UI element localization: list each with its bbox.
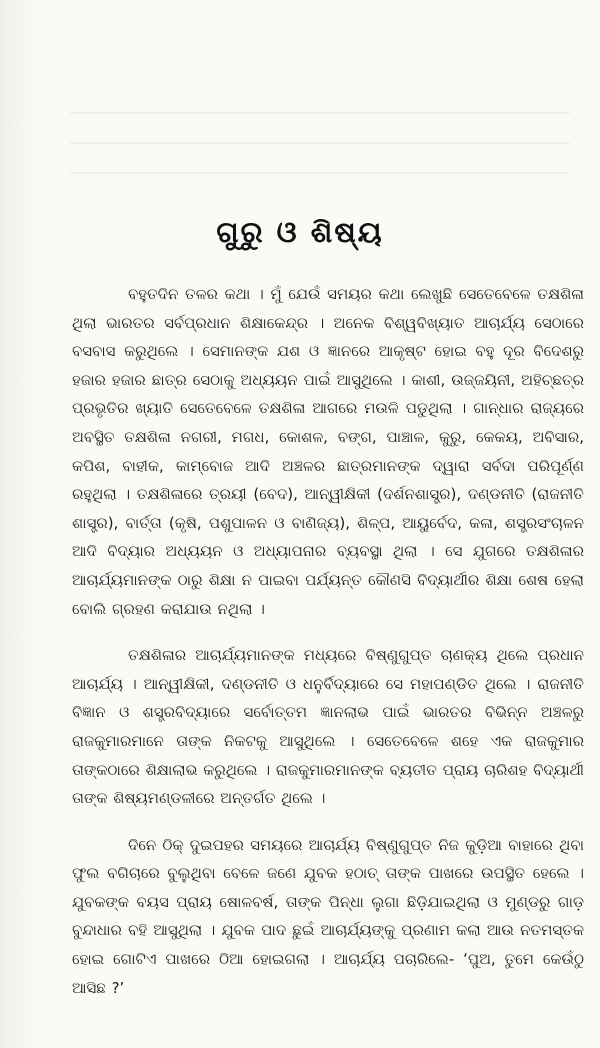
paragraph-2: ତକ୍ଷଶିଳାର ଆଚାର୍ଯ୍ୟମାନଙ୍କ ମଧ୍ୟରେ ବିଷ୍ଣୁଗୁପ୍ତ ଚାଣକ୍ୟ ଥିଲେ ପ୍ରଧାନ ଆଚାର୍ଯ୍ୟ । ଆନ୍ୱୀକ୍ଷିକୀ, ଦଣ୍ଡନୀତି ଓ ଧନୁର୍ବିଦ୍ୟାରେ ସେ ମହାପଣ୍ଡିତ ଥିଲେ । ରାଜନୀତି ବିଜ୍ଞାନ ଓ ଶସ୍ତ୍ରବିଦ୍ୟାରେ ସର୍ବୋତ୍ତମ ଜ୍ଞାନଲାଭ ପାଇଁ ଭାରତର ବିଭିନ୍ନ ଅଞ୍ଚଳରୁ ରାଜକୁମାରମାନେ ତାଙ୍କ ନିକଟକୁ ଆସୁଥିଲେ । ସେତେବେଳେ ଶହେ ଏକ ରାଜକୁମାର ତାଙ୍କଠାରେ ଶିକ୍ଷାଲାଭ କରୁଥିଲେ । ରାଜକୁମାରମାନଙ୍କ ବ୍ୟତୀତ ପ୍ରାୟ ଚାରିଶହ ବିଦ୍ୟାର୍ଥୀ ତାଙ୍କ ଶିଷ୍ୟମଣ୍ଡଳୀରେ ଅନ୍ତର୍ଗତ ଥିଲେ । [72,646,584,808]
show-through-text [70,90,570,200]
body-text [72,280,584,1002]
paragraph-1: ବହୁତଦିନ ତଳର କଥା । ମୁଁ ଯେଉଁ ସମୟର କଥା ଲେଖୁଛି ସେତେବେଳେ ତକ୍ଷଶିଳା ଥିଲା ଭାରତର ସର୍ବପ୍ରଧାନ ଶିକ୍ଷାକେନ୍ଦ୍ର । ଅନେକ ବିଶ୍ୱବିଖ୍ୟାତ ଆଚାର୍ଯ୍ୟ ସେଠାରେ ବସବାସ କରୁଥିଲେ । ସେମାନଙ୍କ ଯଶ ଓ ଜ୍ଞାନରେ ଆକୃଷ୍ଟ ହୋଇ ବହୁ ଦୂର ବିଦେଶରୁ ହଜାର ହଜାର ଛାତ୍ର ସେଠାକୁ ଅଧ୍ୟୟନ ପାଇଁ ଆସୁଥିଲେ । କାଶୀ, ଉଜ୍ଜୟିନୀ, ଅହିଚ୍ଛତ୍ର ପ୍ରଭୃତିର ଖ୍ୟାତି ସେତେବେଳେ ତକ୍ଷଶିଳା ଆଗରେ ମଉଳି ପଡୁଥିଲା । ଗାନ୍ଧାର ରାଜ୍ୟରେ ଅବସ୍ଥିତ ତକ୍ଷଶିଳା ନଗରୀ, ମଗଧ, କୋଶଳ, ବଙ୍ଗ, ପାଞ୍ଚାଳ, କୁରୁ, କେକୟ, ଅବିସାର, କପିଶ, ବାହୀକ, କାମ୍ବୋଜ ଆଦି ଅଞ୍ଚଳର ଛାତ୍ରମାନଙ୍କ ଦ୍ୱାରା ସର୍ବଦା ପରିପୂର୍ଣ୍ଣ ରହୁଥିଲା । ତକ୍ଷଶିଳାରେ ତ୍ରୟୀ (ବେଦ), ଆନ୍ୱୀକ୍ଷିକୀ (ଦର୍ଶନଶାସ୍ତ୍ର), ଦଣ୍ଡନୀତି (ରାଜନୀତି ଶାସ୍ତ୍ର), ବାର୍ତ୍ତା (କୃଷି, ପଶୁପାଳନ ଓ ବାଣିଜ୍ୟ), ଶିଳ୍ପ, ଆୟୁର୍ବେଦ, କଳା, ଶସ୍ତ୍ରସଂଚାଳନ ଆଦି ବିଦ୍ୟାର ଅଧ୍ୟୟନ ଓ ଅଧ୍ୟାପନାର ବ୍ୟବସ୍ଥା ଥିଲା । ସେ ଯୁଗରେ ତକ୍ଷଶିଳାର ଆଚାର୍ଯ୍ୟମାନଙ୍କ ଠାରୁ ଶିକ୍ଷା ନ ପାଇବା ପର୍ଯ୍ୟନ୍ତ କୌଣସି ବିଦ୍ୟାର୍ଥୀର ଶିକ୍ଷା ଶେଷ ହେଲା ବୋଲି ଗ୍ରହଣ କରାଯାଉ ନଥିଲା । [72,285,584,618]
chapter-title: ଗୁରୁ ଓ ଶିଷ୍ୟ [216,215,384,249]
paragraph-3: ଦିନେ ଠିକ୍ ଦୁଇପହର ସମୟରେ ଆଚାର୍ଯ୍ୟ ବିଷ୍ଣୁଗୁପ୍ତ ନିଜ କୁଡ଼ିଆ ବାହାରେ ଥିବା ଫୁଲ ବଗିଚାରେ ବୁଲୁଥିବା ବେଳେ ଜଣେ ଯୁବକ ହଠାତ୍ ତାଙ୍କ ପାଖରେ ଉପସ୍ଥିତ ହେଲେ । ଯୁବକଙ୍କ ବୟସ ପ୍ରାୟ ଷୋଳବର୍ଷ, ତାଙ୍କ ପିନ୍ଧା ଲୁଗା ଛିଡ଼ିଯାଇଥିଲା ଓ ମୁଣ୍ଡରୁ ଗାଡ଼ ବୁନ୍ଦାଧାର ବହି ଆସୁଥିଲା । ଯୁବକ ପାଦ ଛୁଇଁ ଆଚାର୍ଯ୍ୟଙ୍କୁ ପ୍ରଣାମ କଲା ଆଉ ନତମସ୍ତକ ହୋଇ ଗୋଟିଏ ପାଖରେ ଠିଆ ହୋଇଗଲା । ଆଚାର୍ଯ୍ୟ ପଚାରିଲେ- ‘ପୁଅ, ତୁମେ କେଉଁଠୁ ଆସିଛ ?’ [72,835,584,997]
